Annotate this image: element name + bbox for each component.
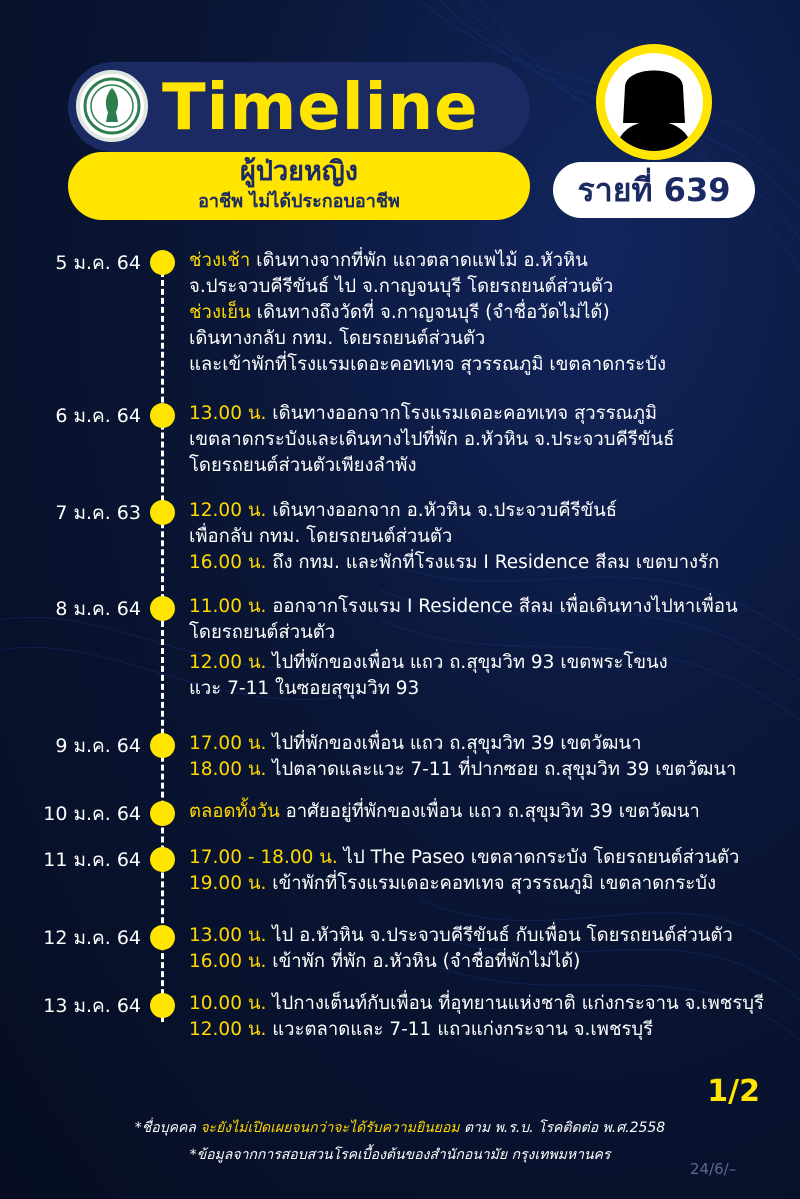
detail-text: ไป อ.หัวหิน จ.ประจวบคีรีขันธ์ กับเพื่อน โดยรถยนต์ส่วนตัว <box>266 925 733 946</box>
entry-line <box>189 498 789 524</box>
detail-text: เดินทางออกจาก อ.หัวหิน จ.ประจวบคีรีขันธ์ <box>266 500 618 521</box>
case-number-badge: รายที่ 639 <box>553 162 755 218</box>
entry-date: 6 ม.ค. 64 <box>55 405 141 427</box>
entry-line <box>189 757 789 783</box>
time-label: 16.00 น. <box>189 552 267 573</box>
entry-date: 7 ม.ค. 63 <box>55 502 141 524</box>
detail-text: ถึง กทม. และพักที่โรงแรม I Residence สีลม เขตบางรัก <box>266 552 720 573</box>
source-note: *ข้อมูลจากการสอบสวนโรคเบื้องต้นของสำนักอนามัย กรุงเทพมหานคร <box>189 1147 611 1163</box>
timeline-dot <box>150 596 175 621</box>
timeline-dot <box>150 993 175 1018</box>
entry-line <box>189 453 789 479</box>
entry-lines <box>189 731 789 783</box>
entry-lines <box>189 923 789 975</box>
time-label: 16.00 น. <box>189 951 267 972</box>
timeline-dashed-line <box>161 262 164 1022</box>
detail-text: เดินทางออกจากโรงแรมเดอะคอทเทจ สุวรรณภูมิ <box>266 403 658 424</box>
time-label: ช่วงเย็น <box>189 302 251 323</box>
entry-line <box>189 352 789 378</box>
detail-text: เดินทางถึงวัดที่ จ.กาญจนบุรี (จำชื่อวัดไม่ได้) <box>250 302 610 323</box>
time-label: 11.00 น. <box>189 596 267 617</box>
entry-lines <box>189 799 789 825</box>
time-label: 12.00 น. <box>189 1019 267 1040</box>
detail-text: และเข้าพักที่โรงแรมเดอะคอทเทจ สุวรรณภูมิ เขตลาดกระบัง <box>189 354 666 375</box>
person-silhouette-icon <box>605 53 703 151</box>
detail-text: ไปกางเต็นท์กับเพื่อน ที่อุทยานแห่งชาติ แก่งกระจาน จ.เพชรบุรี <box>266 993 764 1014</box>
patient-gender: ผู้ป่วยหญิง <box>240 156 358 187</box>
detail-text: เขตลาดกระบังและเดินทางไปที่พัก อ.หัวหิน จ.ประจวบคีรีขันธ์ <box>189 429 675 450</box>
avatar <box>596 44 712 160</box>
emblem-icon <box>80 74 144 138</box>
entry-lines <box>189 401 789 479</box>
entry-line <box>189 524 789 550</box>
bangkok-emblem-logo <box>76 70 148 142</box>
time-label: 17.00 น. <box>189 733 267 754</box>
time-label: 12.00 น. <box>189 500 267 521</box>
entry-line <box>189 427 789 453</box>
entry-lines <box>189 845 789 897</box>
timeline-dot <box>150 500 175 525</box>
time-label: 13.00 น. <box>189 403 267 424</box>
entry-line <box>189 550 789 576</box>
detail-text: เพื่อกลับ กทม. โดยรถยนต์ส่วนตัว <box>189 526 453 547</box>
detail-text: ไป The Paseo เขตลาดกระบัง โดยรถยนต์ส่วนตัว <box>337 847 740 868</box>
detail-text: โดยรถยนต์ส่วนตัว <box>189 622 336 643</box>
time-label: 19.00 น. <box>189 873 267 894</box>
entry-line <box>189 871 789 897</box>
detail-text: ไปตลาดและแวะ 7-11 ที่ปากซอย ถ.สุขุมวิท 39 เขตวัฒนา <box>266 759 737 780</box>
entry-lines <box>189 498 789 576</box>
entry-line <box>189 949 789 975</box>
entry-line <box>189 401 789 427</box>
timeline-dot <box>150 925 175 950</box>
privacy-note-c: ตาม พ.ร.บ. โรคติดต่อ พ.ศ.2558 <box>459 1120 666 1136</box>
entry-line <box>189 799 789 825</box>
timeline-dot <box>150 403 175 428</box>
entry-line <box>189 248 789 274</box>
timeline-dot <box>150 801 175 826</box>
time-label: 18.00 น. <box>189 759 267 780</box>
entry-line <box>189 676 789 702</box>
entry-line <box>189 274 789 300</box>
entry-date: 13 ม.ค. 64 <box>43 995 141 1017</box>
detail-text: เข้าพัก ที่พัก อ.หัวหิน (จำชื่อที่พักไม่ได้) <box>266 951 581 972</box>
detail-text: ไปที่พักของเพื่อน แถว ถ.สุขุมวิท 93 เขตพระโขนง <box>266 652 668 673</box>
time-label: 10.00 น. <box>189 993 267 1014</box>
detail-text: แวะ 7-11 ในซอยสุขุมวิท 93 <box>189 678 420 699</box>
privacy-note <box>0 1118 800 1138</box>
detail-text: เดินทางจากที่พัก แถวตลาดแพไม้ อ.หัวหิน <box>256 250 588 271</box>
time-label: 17.00 - 18.00 น. <box>189 847 338 868</box>
detail-text: โดยรถยนต์ส่วนตัวเพียงลำพัง <box>189 455 417 476</box>
entry-line <box>189 1017 789 1043</box>
entry-date: 10 ม.ค. 64 <box>43 803 141 825</box>
detail-text: เดินทางกลับ กทม. โดยรถยนต์ส่วนตัว <box>189 328 486 349</box>
detail-text: จ.ประจวบคีรีขันธ์ ไป จ.กาญจนบุรี โดยรถยนต์ส่วนตัว <box>189 276 614 297</box>
detail-text: ออกจากโรงแรม I Residence สีลม เพื่อเดินทางไปหาเพื่อน <box>266 596 738 617</box>
entry-line <box>189 845 789 871</box>
entry-lines <box>189 991 789 1043</box>
entry-lines <box>189 248 789 378</box>
time-label: ช่วงเช้า <box>189 250 257 271</box>
detail-text: เข้าพักที่โรงแรมเดอะคอทเทจ สุวรรณภูมิ เขตลาดกระบัง <box>266 873 717 894</box>
entry-line <box>189 650 789 676</box>
entry-line <box>189 991 789 1017</box>
patient-info-pill <box>68 152 530 220</box>
timeline-dot <box>150 847 175 872</box>
privacy-note-b: จะยังไม่เปิดเผยจนกว่าจะได้รับความยินยอม <box>200 1120 460 1136</box>
detail-text: ไปที่พักของเพื่อน แถว ถ.สุขุมวิท 39 เขตวัฒนา <box>266 733 642 754</box>
date-stamp: 24/6/– <box>690 1160 737 1178</box>
entry-date: 8 ม.ค. 64 <box>55 598 141 620</box>
page-title: Timeline <box>162 71 479 145</box>
detail-text: แวะตลาดและ 7-11 แถวแก่งกระจาน จ.เพชรบุรี <box>266 1019 654 1040</box>
entry-line <box>189 731 789 757</box>
timeline-dot <box>150 733 175 758</box>
detail-text: อาศัยอยู่ที่พักของเพื่อน แถว ถ.สุขุมวิท 39 เขตวัฒนา <box>279 801 700 822</box>
time-label: 12.00 น. <box>189 652 267 673</box>
entry-line <box>189 300 789 326</box>
entry-lines <box>189 594 789 702</box>
entry-date: 11 ม.ค. 64 <box>43 849 141 871</box>
entry-date: 9 ม.ค. 64 <box>55 735 141 757</box>
timeline-dot <box>150 250 175 275</box>
entry-line <box>189 923 789 949</box>
entry-date: 12 ม.ค. 64 <box>43 927 141 949</box>
time-label: ตลอดทั้งวัน <box>189 801 280 822</box>
privacy-note-a: *ชื่อบุคคล <box>134 1120 201 1136</box>
entry-date: 5 ม.ค. 64 <box>55 252 141 274</box>
entry-line <box>189 594 789 620</box>
time-label: 13.00 น. <box>189 925 267 946</box>
entry-line <box>189 620 789 646</box>
page-number: 1/2 <box>707 1074 760 1109</box>
patient-occupation: อาชีพ ไม่ได้ประกอบอาชีพ <box>198 191 400 212</box>
entry-line <box>189 326 789 352</box>
